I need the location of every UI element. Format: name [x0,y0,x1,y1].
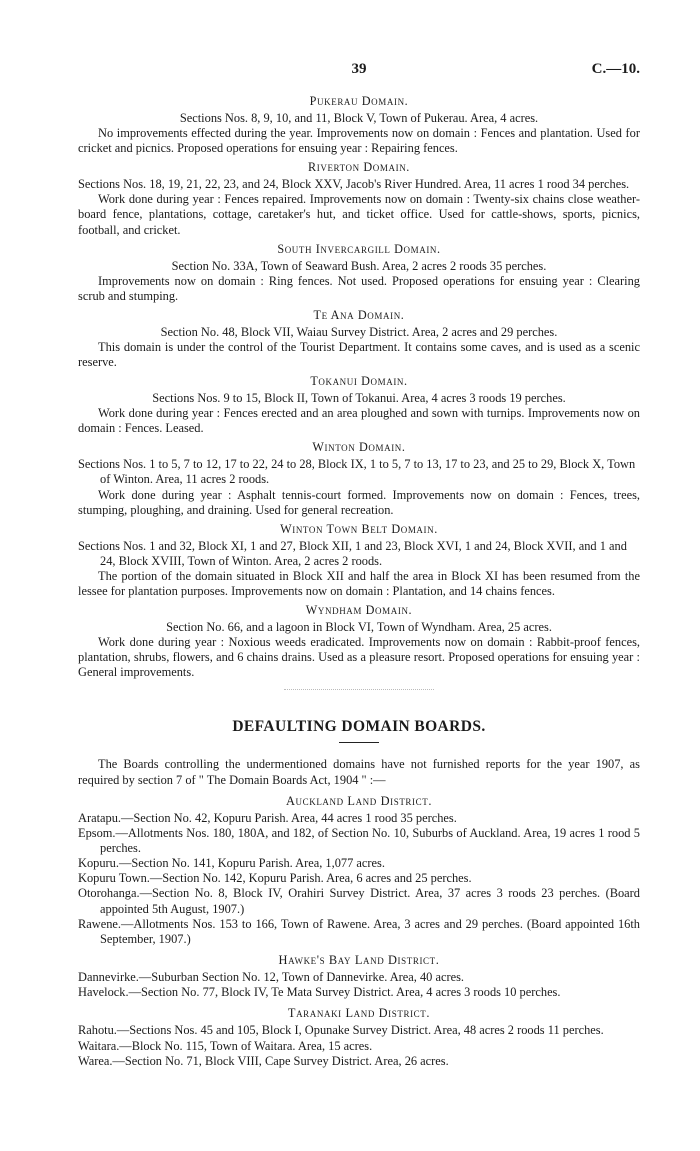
domain-title: Winton Domain. [312,440,406,455]
domain-block [78,374,640,436]
domain-title: Winton Town Belt Domain. [280,521,438,536]
domain-title: Riverton Domain. [308,160,410,175]
land-district-title: Taranaki Land District. [287,1006,431,1021]
document-reference: C.—10. [591,61,640,77]
domain-sections: Sections Nos. 18, 19, 21, 22, 23, and 24, Block XXV, Jacob's River Hundred. Area, 11 acres 1 rood 34 perches. [78,177,630,192]
domain-report-text: The portion of the domain situated in Block XII and half the area in Block XI has been resumed from the lessee for plantation purposes. Improvements now on domain : Plantation, and 14 chains fences. [78,568,640,598]
domain-report-text: This domain is under the control of the Tourist Department. It contains some caves, and is used as a scenic reserve. [78,339,640,369]
domain-sections: Sections Nos. 8, 9, 10, and 11, Block V, Town of Pukerau. Area, 4 acres. [179,110,539,125]
defaulting-domain-entry: Waitara.—Block No. 115, Town of Waitara. Area, 15 acres. [78,1038,373,1053]
page-header [78,60,640,90]
domain-report-text: Work done during year : Noxious weeds eradicated. Improvements now on domain : Rabbit-proof fences, plantation, shrubs, flowers, and 6 chains drains. Used as a pleasure resort. Proposed operations for ensuing year : General improvements. [78,635,640,680]
domain-sections: Section No. 66, and a lagoon in Block VI, Town of Wyndham. Area, 25 acres. [166,620,552,634]
defaulting-domain-entry: Kopuru.—Section No. 141, Kopuru Parish. Area, 1,077 acres. [78,856,385,871]
document-page [78,60,640,1069]
defaulting-domain-entry: Dannevirke.—Suburban Section No. 12, Town of Dannevirke. Area, 40 acres. [78,970,465,985]
heading-rule [339,742,379,743]
domain-report-text: Improvements now on domain : Ring fences. Not used. Proposed operations for ensuing year : Clearing scrub and stumping. [78,273,640,303]
domain-title: Tokanui Domain. [310,374,408,389]
domain-block [78,603,640,680]
domain-report-text: Work done during year : Asphalt tennis-court formed. Improvements now on domain : Fences, trees, stumping, ploughing, and draining. Used for general recreation. [78,487,640,517]
domain-block [78,160,640,237]
defaulting-domain-entry: Warea.—Section No. 71, Block VIII, Cape Survey District. Area, 26 acres. [78,1053,449,1068]
defaulting-domain-entry: Rawene.—Allotments Nos. 153 to 166, Town of Rawene. Area, 3 acres and 29 perches. (Board appointed 16th September, 1907.) [78,916,640,946]
defaulting-boards-heading: DEFAULTING DOMAIN BOARDS. [232,717,486,735]
domain-block [78,94,640,156]
land-districts [78,794,640,1069]
domain-sections: Sections Nos. 1 and 32, Block XI, 1 and 27, Block XII, 1 and 23, Block XVI, 1 and 24, Block XVII, and 1 and 24, Block XVIII, Town of Winton. Area, 2 acres 2 roods. [78,538,627,568]
domain-report-text: Work done during year : Fences erected and an area ploughed and sown with turnips. Improvements now on domain : Fences. Leased. [78,406,640,436]
domain-sections: Sections Nos. 1 to 5, 7 to 12, 17 to 22, 24 to 28, Block IX, 1 to 5, 7 to 13, 17 to 23, and 25 to 29, Block X, Town of Winton. Area, 11 acres 2 roods. [78,457,636,487]
defaulting-domain-entry: Otorohanga.—Section No. 8, Block IV, Orahiri Survey District. Area, 37 acres 3 roods 23 perches. (Board appointed 5th August, 1907.) [78,886,640,916]
domain-title: Te Ana Domain. [313,307,405,322]
domain-title: Pukerau Domain. [309,94,409,108]
domain-block [78,522,640,599]
defaulting-intro: The Boards controlling the undermentioned domains have not furnished reports for the year 1907, as required by section 7 of " The Domain Boards Act, 1904 " :— [78,757,640,787]
domain-reports [78,94,640,681]
domain-block [78,440,640,517]
domain-block [78,308,640,370]
domain-sections: Sections Nos. 9 to 15, Block II, Town of Tokanui. Area, 4 acres 3 roods 19 perches. [152,391,566,405]
domain-sections: Section No. 33A, Town of Seaward Bush. Area, 2 acres 2 roods 35 perches. [171,258,547,273]
domain-report-text: No improvements effected during the year. Improvements now on domain : Fences and plantation. Used for cricket and picnics. Proposed operations for ensuing year : Repairing fences. [78,126,640,156]
defaulting-domain-entry: Aratapu.—Section No. 42, Kopuru Parish. Area, 44 acres 1 rood 35 perches. [78,810,457,825]
domain-title: South Invercargill Domain. [277,241,441,256]
land-district-title: Hawke's Bay Land District. [278,952,440,967]
page-number: 39 [351,61,367,77]
defaulting-domain-entry: Kopuru Town.—Section No. 142, Kopuru Parish. Area, 6 acres and 25 perches. [78,871,472,886]
domain-sections: Section No. 48, Block VII, Waiau Survey District. Area, 2 acres and 29 perches. [160,324,558,339]
land-district-title: Auckland Land District. [285,793,433,808]
defaulting-domain-entry: Epsom.—Allotments Nos. 180, 180A, and 182, of Section No. 10, Suburbs of Auckland. Area, 19 acres 1 rood 5 perches. [78,825,640,856]
defaulting-domain-entry: Rahotu.—Sections Nos. 45 and 105, Block I, Opunake Survey District. Area, 48 acres 2 roods 11 perches. [78,1023,604,1038]
defaulting-domain-entry: Havelock.—Section No. 77, Block IV, Te Mata Survey District. Area, 4 acres 3 roods 10 perches. [78,985,561,1000]
domain-block [78,242,640,304]
domain-report-text: Work done during year : Fences repaired. Improvements now on domain : Twenty-six chains close weather-board fence, plantations, cottage, caretaker's hut, and ticket office. Used for cattle-shows, sports, picnics, football, and cricket. [78,192,640,237]
section-separator [284,689,434,690]
domain-title: Wyndham Domain. [305,603,413,618]
